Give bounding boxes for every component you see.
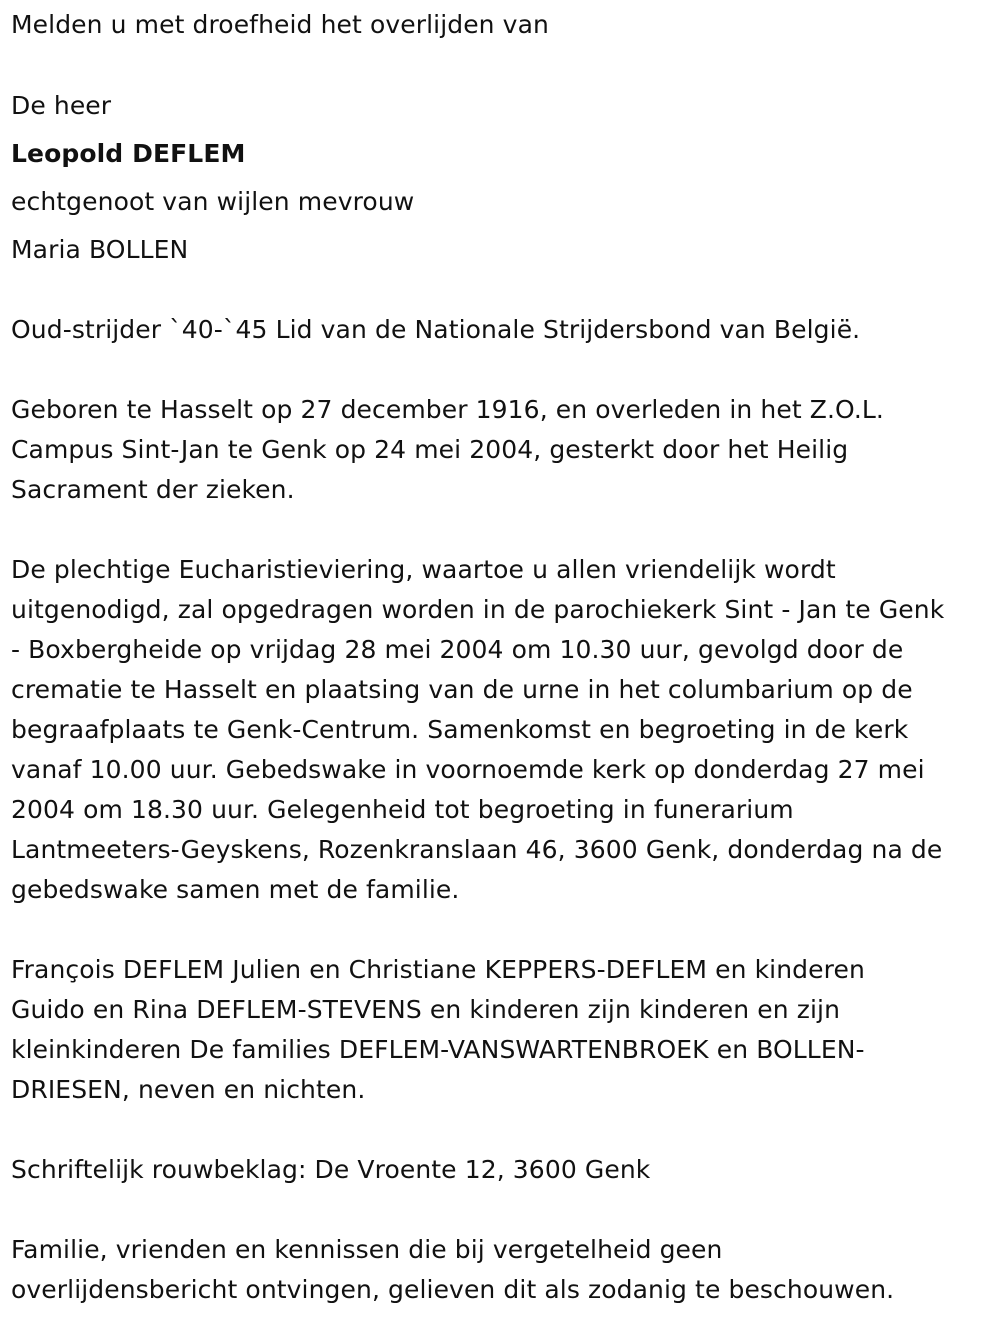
paragraph-line: begraafplaats te Genk-Centrum. Samenkomst en begroeting in de kerk — [11, 715, 909, 744]
paragraph-line: Oud-strijder `40-`45 Lid van de Nationale Strijdersbond van België. — [11, 315, 861, 344]
veteran-paragraph — [11, 310, 860, 350]
paragraph-line: overlijdensbericht ontvingen, gelieven dit als zodanig te beschouwen. — [11, 1275, 895, 1304]
intro-text: Melden u met droefheid het overlijden van — [11, 10, 549, 39]
paragraph-line: Geboren te Hasselt op 27 december 1916, en overleden in het Z.O.L. — [11, 395, 884, 424]
paragraph-line: De plechtige Eucharistieviering, waartoe u allen vriendelijk wordt — [11, 555, 836, 584]
paragraph-line: crematie te Hasselt en plaatsing van de urne in het columbarium op de — [11, 675, 913, 704]
paragraph-line: gebedswake samen met de familie. — [11, 875, 460, 904]
paragraph-line: 2004 om 18.30 uur. Gelegenheid tot begroeting in funerarium — [11, 795, 794, 824]
paragraph-line: Sacrament der zieken. — [11, 475, 295, 504]
paragraph-line: vanaf 10.00 uur. Gebedswake in voornoemde kerk op donderdag 27 mei — [11, 755, 925, 784]
paragraph-line: Lantmeeters-Geyskens, Rozenkranslaan 46, 3600 Genk, donderdag na de — [11, 835, 943, 864]
family-paragraph — [11, 950, 865, 1110]
condolences-paragraph — [11, 1150, 650, 1190]
closing-paragraph — [11, 1230, 894, 1310]
paragraph-line: Familie, vrienden en kennissen die bij vergetelheid geen — [11, 1235, 723, 1264]
paragraph-line: uitgenodigd, zal opgedragen worden in de parochiekerk Sint - Jan te Genk — [11, 595, 945, 624]
paragraph-line: DRIESEN, neven en nichten. — [11, 1075, 366, 1104]
paragraph-line: - Boxbergheide op vrijdag 28 mei 2004 om 10.30 uur, gevolgd door de — [11, 635, 904, 664]
birth-death-paragraph — [11, 390, 884, 510]
paragraph-line: François DEFLEM Julien en Christiane KEPPERS-DEFLEM en kinderen — [11, 955, 865, 984]
deceased-name: Leopold DEFLEM — [11, 139, 246, 168]
paragraph-line: Campus Sint-Jan te Genk op 24 mei 2004, gesterkt door het Heilig — [11, 435, 849, 464]
spouse-label: echtgenoot van wijlen mevrouw — [11, 187, 415, 216]
funeral-service-paragraph — [11, 550, 944, 910]
paragraph-line: Guido en Rina DEFLEM-STEVENS en kinderen zijn kinderen en zijn — [11, 995, 841, 1024]
spouse-name: Maria BOLLEN — [11, 235, 189, 264]
paragraph-line: kleinkinderen De families DEFLEM-VANSWARTENBROEK en BOLLEN- — [11, 1035, 865, 1064]
honorific: De heer — [11, 91, 112, 120]
paragraph-line: Schriftelijk rouwbeklag: De Vroente 12, 3600 Genk — [11, 1155, 651, 1184]
